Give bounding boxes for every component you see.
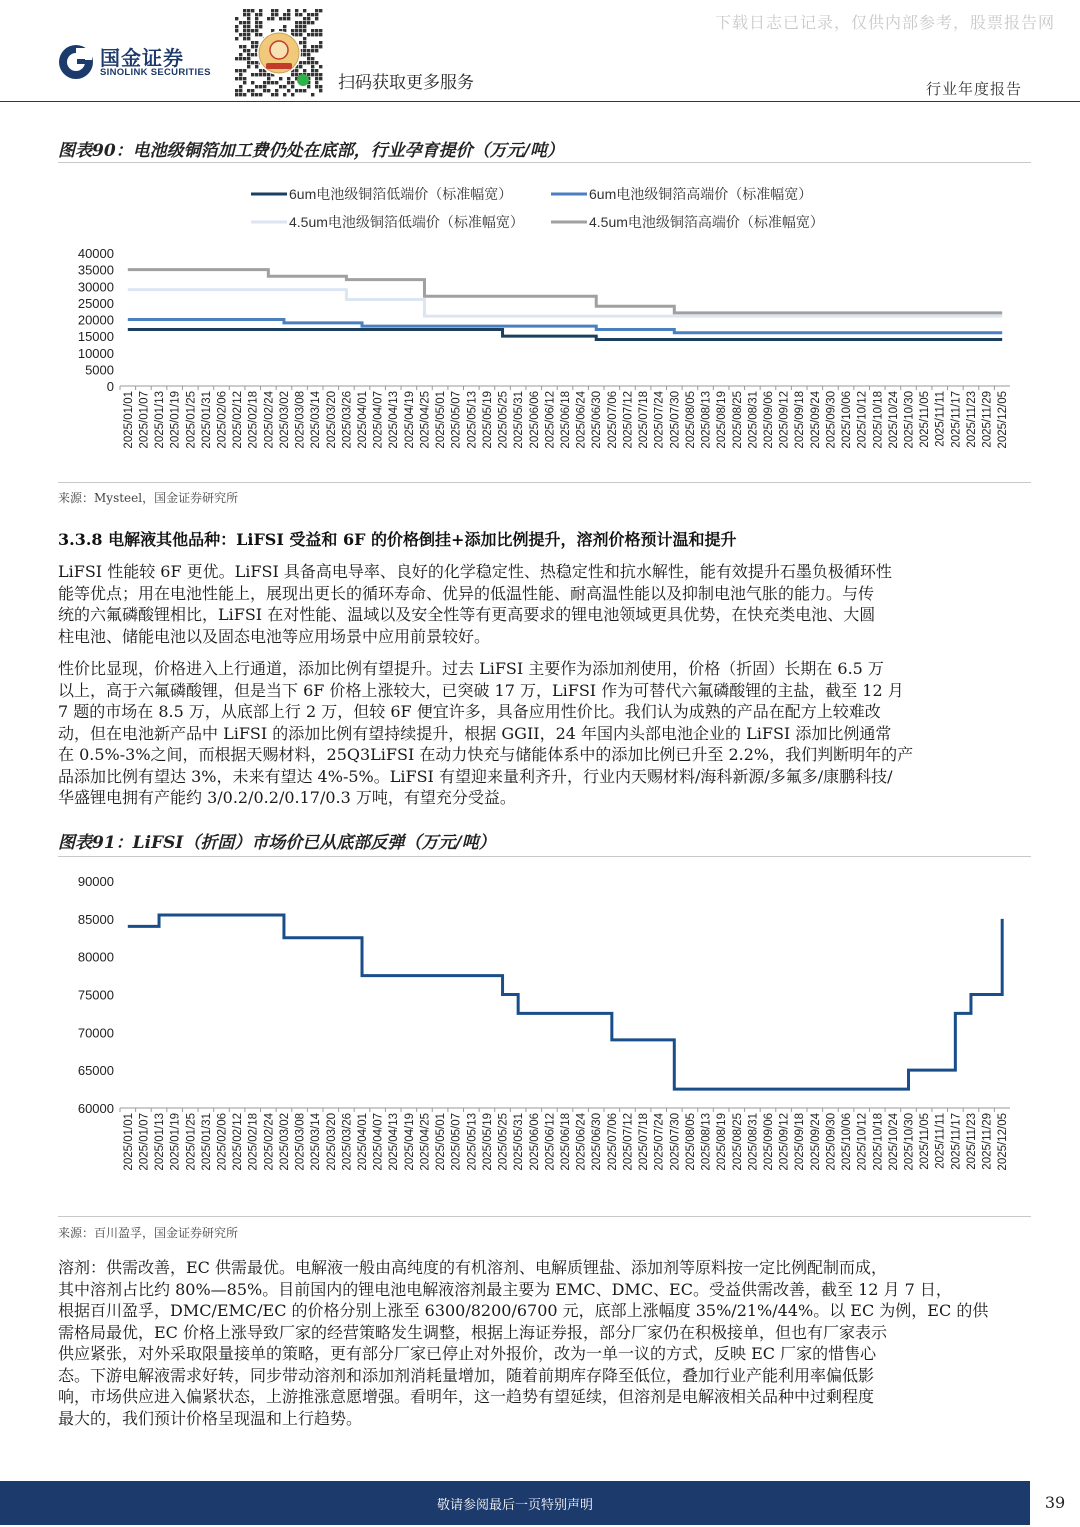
figure91-title: 图表91：LiFSI（折固）市场价已从底部反弹（万元/吨） — [58, 833, 496, 853]
x-tick-label: 2025/10/18 — [872, 1113, 885, 1171]
x-tick-label: 2025/05/07 — [450, 391, 463, 449]
y-tick-label: 90000 — [77, 874, 114, 889]
x-tick-label: 2025/01/25 — [185, 1113, 198, 1171]
figure91-top-rule — [58, 856, 1031, 857]
x-tick-label: 2025/05/19 — [481, 1113, 494, 1171]
header-divider — [0, 101, 1080, 102]
x-tick-label: 2025/02/24 — [263, 1113, 276, 1171]
x-tick-label: 2025/05/25 — [497, 391, 510, 449]
x-tick-label: 2025/05/13 — [466, 391, 479, 449]
x-tick-label: 2025/09/18 — [794, 1113, 807, 1171]
y-tick-label: 80000 — [77, 949, 114, 965]
x-tick-label: 2025/01/07 — [138, 1113, 151, 1171]
paragraph-line: 7 题的市场在 8.5 万，从底部上行 2 万，但较 6F 便宜许多，具备应用性价比。我们认为成熟的产品在配方上较难改 — [58, 702, 881, 721]
x-tick-label: 2025/07/12 — [622, 1113, 635, 1171]
y-tick-label: 30000 — [77, 279, 114, 295]
paragraph-line: LiFSI 性能较 6F 更优。LiFSI 具备高电导率、良好的化学稳定性、热稳定性和抗水解性，能有效提升石墨负极循环性 — [58, 562, 892, 581]
x-tick-label: 2025/09/18 — [794, 391, 807, 449]
x-tick-label: 2025/12/05 — [997, 1113, 1010, 1171]
x-tick-label: 2025/08/13 — [700, 1113, 713, 1171]
qr-code-icon — [233, 8, 325, 98]
paragraph-line: 华盛锂电拥有产能约 3/0.2/0.2/0.17/0.3 万吨，有望充分受益。 — [58, 788, 516, 807]
figure91-source: 来源：百川盈孚，国金证券研究所 — [58, 1226, 239, 1240]
paragraph-line: 供应紧张，对外采取限量接单的策略，更有部分厂家已停止对外报价，改为一单一议的方式，反映 EC 厂家的惜售心 — [58, 1344, 877, 1363]
y-tick-label: 75000 — [77, 987, 114, 1003]
paragraph-line: 品添加比例有望达 3%，未来有望达 4%-5%。LiFSI 有望迎来量利齐升，行业内天赐材料/海科新源/多氟多/康鹏科技/ — [58, 766, 893, 786]
x-tick-label: 2025/09/12 — [778, 1113, 791, 1171]
x-tick-label: 2025/01/07 — [138, 391, 151, 449]
section-title: 3.3.8 电解液其他品种：LiFSI 受益和 6F 的价格倒挂+添加比例提升，溶剂价格预计温和提升 — [58, 530, 737, 549]
y-tick-label: 5000 — [85, 362, 114, 378]
x-tick-label: 2025/11/11 — [934, 1113, 947, 1169]
x-tick-label: 2025/08/05 — [684, 391, 697, 449]
x-tick-label: 2025/09/30 — [825, 391, 838, 449]
x-tick-label: 2025/10/06 — [841, 1113, 854, 1171]
paragraph-line: 在 0.5%-3%之间，而根据天赐材料，25Q3LiFSI 在动力快充与储能体系中的添加比例已升至 2.2%，我们判断明年的产 — [58, 745, 914, 764]
x-tick-label: 2025/03/20 — [325, 391, 338, 449]
x-tick-label: 2025/02/06 — [216, 1113, 229, 1171]
x-tick-label: 2025/03/20 — [325, 1113, 338, 1171]
paragraph-line: 柱电池、储能电池以及固态电池等应用场景中应用前景较好。 — [58, 626, 491, 646]
x-tick-label: 2025/06/18 — [560, 1113, 572, 1171]
figure91-chart — [58, 862, 1031, 1212]
x-tick-label: 2025/01/19 — [169, 391, 182, 449]
x-tick-label: 2025/06/24 — [575, 1113, 588, 1171]
x-tick-label: 2025/05/01 — [435, 391, 448, 449]
x-tick-label: 2025/08/19 — [716, 1113, 729, 1171]
x-tick-label: 2025/02/18 — [247, 1113, 260, 1171]
y-tick-label: 70000 — [77, 1025, 114, 1041]
y-tick-label: 85000 — [77, 911, 114, 927]
paragraph-line: 最大的，我们预计价格呈现温和上行趋势。 — [58, 1408, 363, 1428]
x-tick-label: 2025/09/30 — [825, 1113, 838, 1171]
x-tick-label: 2025/05/25 — [497, 1113, 510, 1171]
paragraph-lifsi-price — [58, 658, 1026, 809]
figure90-bottom-rule — [58, 482, 1031, 483]
y-tick-label: 20000 — [77, 312, 114, 328]
paragraph-line: 态。下游电解液需求好转，同步带动溶剂和添加剂消耗量增加，随着前期库存降至低位，叠加行业产能利用率偏低影 — [58, 1365, 875, 1385]
x-tick-label: 2025/10/12 — [856, 391, 869, 449]
y-tick-label: 65000 — [77, 1063, 114, 1079]
x-tick-label: 2025/11/05 — [919, 391, 932, 448]
y-tick-label: 25000 — [77, 295, 114, 311]
x-tick-label: 2025/07/30 — [669, 391, 682, 449]
x-tick-label: 2025/05/07 — [450, 1113, 463, 1171]
x-tick-label: 2025/04/01 — [357, 391, 370, 449]
report-type-label: 行业年度报告 — [926, 80, 1023, 98]
x-tick-label: 2025/04/13 — [388, 391, 401, 449]
y-tick-label: 60000 — [77, 1101, 114, 1116]
x-tick-label: 2025/06/24 — [575, 391, 588, 449]
x-tick-label: 2025/06/30 — [591, 1113, 604, 1171]
x-tick-label: 2025/03/02 — [278, 1113, 291, 1171]
x-tick-label: 2025/09/24 — [809, 1113, 822, 1171]
x-tick-label: 2025/04/19 — [403, 391, 416, 449]
figure90-chart — [58, 170, 1031, 480]
paragraph-lifsi-performance — [58, 561, 1026, 647]
x-tick-label: 2025/07/12 — [622, 391, 635, 449]
x-tick-label: 2025/03/14 — [310, 391, 323, 449]
x-tick-label: 2025/08/25 — [731, 391, 744, 449]
paragraph-line: 溶剂：供需改善，EC 供需最优。电解液一般由高纯度的有机溶剂、电解质锂盐、添加剂等原料按一定比例配制而成， — [58, 1258, 888, 1277]
logo-english-name: SINOLINK SECURITIES — [100, 67, 211, 78]
paragraph-line: 其中溶剂占比约 80%—85%。目前国内的锂电池电解液溶剂最主要为 EMC、DMC、EC。受益供需改善，截至 12 月 7 日， — [58, 1279, 952, 1299]
figure90-top-rule — [58, 162, 1031, 163]
x-tick-label: 2025/01/13 — [154, 391, 167, 449]
x-tick-label: 2025/11/11 — [934, 391, 947, 447]
y-tick-label: 0 — [106, 379, 114, 394]
paragraph-solvent — [58, 1257, 1026, 1429]
x-tick-label: 2025/08/13 — [700, 391, 713, 449]
x-tick-label: 2025/09/06 — [762, 1113, 775, 1171]
series-line — [128, 915, 1002, 1089]
x-tick-label: 2025/09/24 — [809, 391, 822, 449]
x-tick-label: 2025/03/08 — [294, 391, 307, 449]
x-tick-label: 2025/11/23 — [965, 1113, 978, 1170]
x-tick-label: 2025/07/06 — [606, 391, 619, 449]
x-tick-label: 2025/09/12 — [778, 391, 791, 449]
x-tick-label: 2025/03/14 — [310, 1113, 323, 1171]
legend-label: 4.5um电池级铜箔高端价（标准幅宽） — [589, 214, 824, 230]
figure91-bottom-rule — [58, 1216, 1031, 1217]
x-tick-label: 2025/05/31 — [513, 391, 526, 449]
y-tick-label: 15000 — [77, 329, 114, 345]
x-tick-label: 2025/06/12 — [544, 1113, 557, 1171]
paragraph-line: 动，但在电池新产品中 LiFSI 的添加比例有望持续提升，根据 GGII，24 年国内头部电池企业的 LiFSI 添加比例通常 — [58, 723, 892, 743]
x-tick-label: 2025/01/31 — [200, 391, 213, 449]
x-tick-label: 2025/05/13 — [466, 1113, 479, 1171]
x-tick-label: 2025/01/13 — [154, 1113, 167, 1171]
x-tick-label: 2025/04/19 — [403, 1113, 416, 1171]
y-tick-label: 35000 — [77, 262, 114, 278]
x-tick-label: 2025/07/06 — [606, 1113, 619, 1171]
x-tick-label: 2025/10/24 — [887, 391, 900, 449]
x-tick-label: 2025/06/18 — [560, 391, 572, 449]
logo-chinese-name: 国金证券 — [100, 46, 184, 70]
x-tick-label: 2025/10/06 — [841, 391, 854, 449]
x-tick-label: 2025/04/13 — [388, 1113, 401, 1171]
figure90-title: 图表90：电池级铜箔加工费仍处在底部，行业孕育提价（万元/吨） — [58, 141, 564, 161]
x-tick-label: 2025/06/12 — [544, 391, 557, 449]
x-tick-label: 2025/03/26 — [341, 391, 354, 449]
x-tick-label: 2025/04/25 — [419, 391, 432, 449]
x-tick-label: 2025/05/01 — [435, 1113, 448, 1171]
x-tick-label: 2025/09/06 — [762, 391, 775, 449]
x-tick-label: 2025/07/18 — [638, 1113, 651, 1171]
x-tick-label: 2025/04/25 — [419, 1113, 432, 1171]
x-tick-label: 2025/08/31 — [747, 391, 760, 449]
x-tick-label: 2025/10/18 — [872, 391, 885, 449]
x-tick-label: 2025/01/31 — [200, 1113, 213, 1171]
x-tick-label: 2025/11/29 — [981, 1113, 994, 1170]
legend-label: 4.5um电池级铜箔低端价（标准幅宽） — [289, 214, 524, 230]
x-tick-label: 2025/07/18 — [638, 391, 651, 449]
x-tick-label: 2025/02/12 — [232, 391, 245, 449]
figure90-source: 来源：Mysteel，国金证券研究所 — [58, 491, 239, 505]
x-tick-label: 2025/03/26 — [341, 1113, 354, 1171]
x-tick-label: 2025/11/17 — [950, 1113, 963, 1170]
paragraph-line: 根据百川盈孚，DMC/EMC/EC 的价格分别上涨至 6300/8200/6700 元，底部上涨幅度 35%/21%/44%。以 EC 为例，EC 的供 — [58, 1301, 989, 1320]
paragraph-line: 以上，高于六氟磷酸锂，但是当下 6F 价格上涨较大，已突破 17 万，LiFSI 作为可替代六氟磷酸锂的主盐，截至 12 月 — [58, 680, 904, 700]
x-tick-label: 2025/05/31 — [513, 1113, 526, 1171]
footer-disclaimer: 敬请参阅最后一页特别声明 — [436, 1498, 593, 1513]
x-tick-label: 2025/01/01 — [122, 391, 135, 449]
x-tick-label: 2025/11/29 — [981, 391, 994, 448]
paragraph-line: 统的六氟磷酸锂相比，LiFSI 在对性能、温域以及安全性等有更高要求的锂电池领域更具优势，在快充类电池、大圆 — [58, 605, 876, 624]
x-tick-label: 2025/11/05 — [919, 1113, 932, 1170]
x-tick-label: 2025/02/24 — [263, 391, 276, 449]
x-tick-label: 2025/06/06 — [528, 1113, 541, 1171]
page-number: 39 — [1044, 1493, 1066, 1512]
paragraph-line: 响，市场供应进入偏紧状态，上游推涨意愿增强。看明年，这一趋势有望延续，但溶剂是电解液相关品种中过剩程度 — [58, 1387, 875, 1406]
x-tick-label: 2025/08/31 — [747, 1113, 760, 1171]
x-tick-label: 2025/11/17 — [950, 391, 963, 448]
sinolink-logo-icon — [58, 44, 94, 80]
x-tick-label: 2025/07/24 — [653, 391, 666, 449]
x-tick-label: 2025/08/05 — [684, 1113, 697, 1171]
x-tick-label: 2025/10/30 — [903, 391, 916, 449]
paragraph-line: 能等优点；用在电池性能上，展现出更长的循环寿命、优异的低温性能、耐高温性能以及抑制电池气胀的能力。与传 — [58, 583, 875, 603]
x-tick-label: 2025/01/25 — [185, 391, 198, 449]
x-tick-label: 2025/04/07 — [372, 391, 385, 449]
x-tick-label: 2025/06/06 — [528, 391, 541, 449]
x-tick-label: 2025/12/05 — [997, 391, 1010, 449]
x-tick-label: 2025/02/18 — [247, 391, 260, 449]
y-tick-label: 10000 — [77, 345, 114, 361]
x-tick-label: 2025/10/12 — [856, 1113, 869, 1171]
qr-caption: 扫码获取更多服务 — [338, 73, 474, 93]
paragraph-line: 需格局最优，EC 价格上涨导致厂家的经营策略发生调整，根据上海证券报，部分厂家仍在积极接单，但也有厂家表示 — [58, 1322, 888, 1342]
legend-label: 6um电池级铜箔低端价（标准幅宽） — [289, 186, 513, 202]
x-tick-label: 2025/10/24 — [887, 1113, 900, 1171]
x-tick-label: 2025/02/06 — [216, 391, 229, 449]
x-tick-label: 2025/07/30 — [669, 1113, 682, 1171]
x-tick-label: 2025/02/12 — [232, 1113, 245, 1171]
x-tick-label: 2025/11/23 — [965, 391, 978, 448]
series-line — [128, 270, 1002, 313]
x-tick-label: 2025/01/19 — [169, 1113, 182, 1171]
x-tick-label: 2025/06/30 — [591, 391, 604, 449]
x-tick-label: 2025/05/19 — [481, 391, 494, 449]
legend-label: 6um电池级铜箔高端价（标准幅宽） — [589, 186, 813, 202]
series-line — [128, 329, 1002, 339]
x-tick-label: 2025/08/25 — [731, 1113, 744, 1171]
x-tick-label: 2025/01/01 — [122, 1113, 135, 1171]
x-tick-label: 2025/03/08 — [294, 1113, 307, 1171]
x-tick-label: 2025/04/07 — [372, 1113, 385, 1171]
watermark-text: 下载日志已记录，仅供内部参考，股票报告网 — [715, 13, 1056, 32]
x-tick-label: 2025/10/30 — [903, 1113, 916, 1171]
x-tick-label: 2025/04/01 — [357, 1113, 370, 1171]
x-tick-label: 2025/07/24 — [653, 1113, 666, 1171]
paragraph-line: 性价比显现，价格进入上行通道，添加比例有望提升。过去 LiFSI 主要作为添加剂使用，价格（折固）长期在 6.5 万 — [58, 659, 884, 678]
y-tick-label: 40000 — [77, 246, 114, 261]
x-tick-label: 2025/03/02 — [278, 391, 291, 449]
x-tick-label: 2025/08/19 — [716, 391, 729, 449]
